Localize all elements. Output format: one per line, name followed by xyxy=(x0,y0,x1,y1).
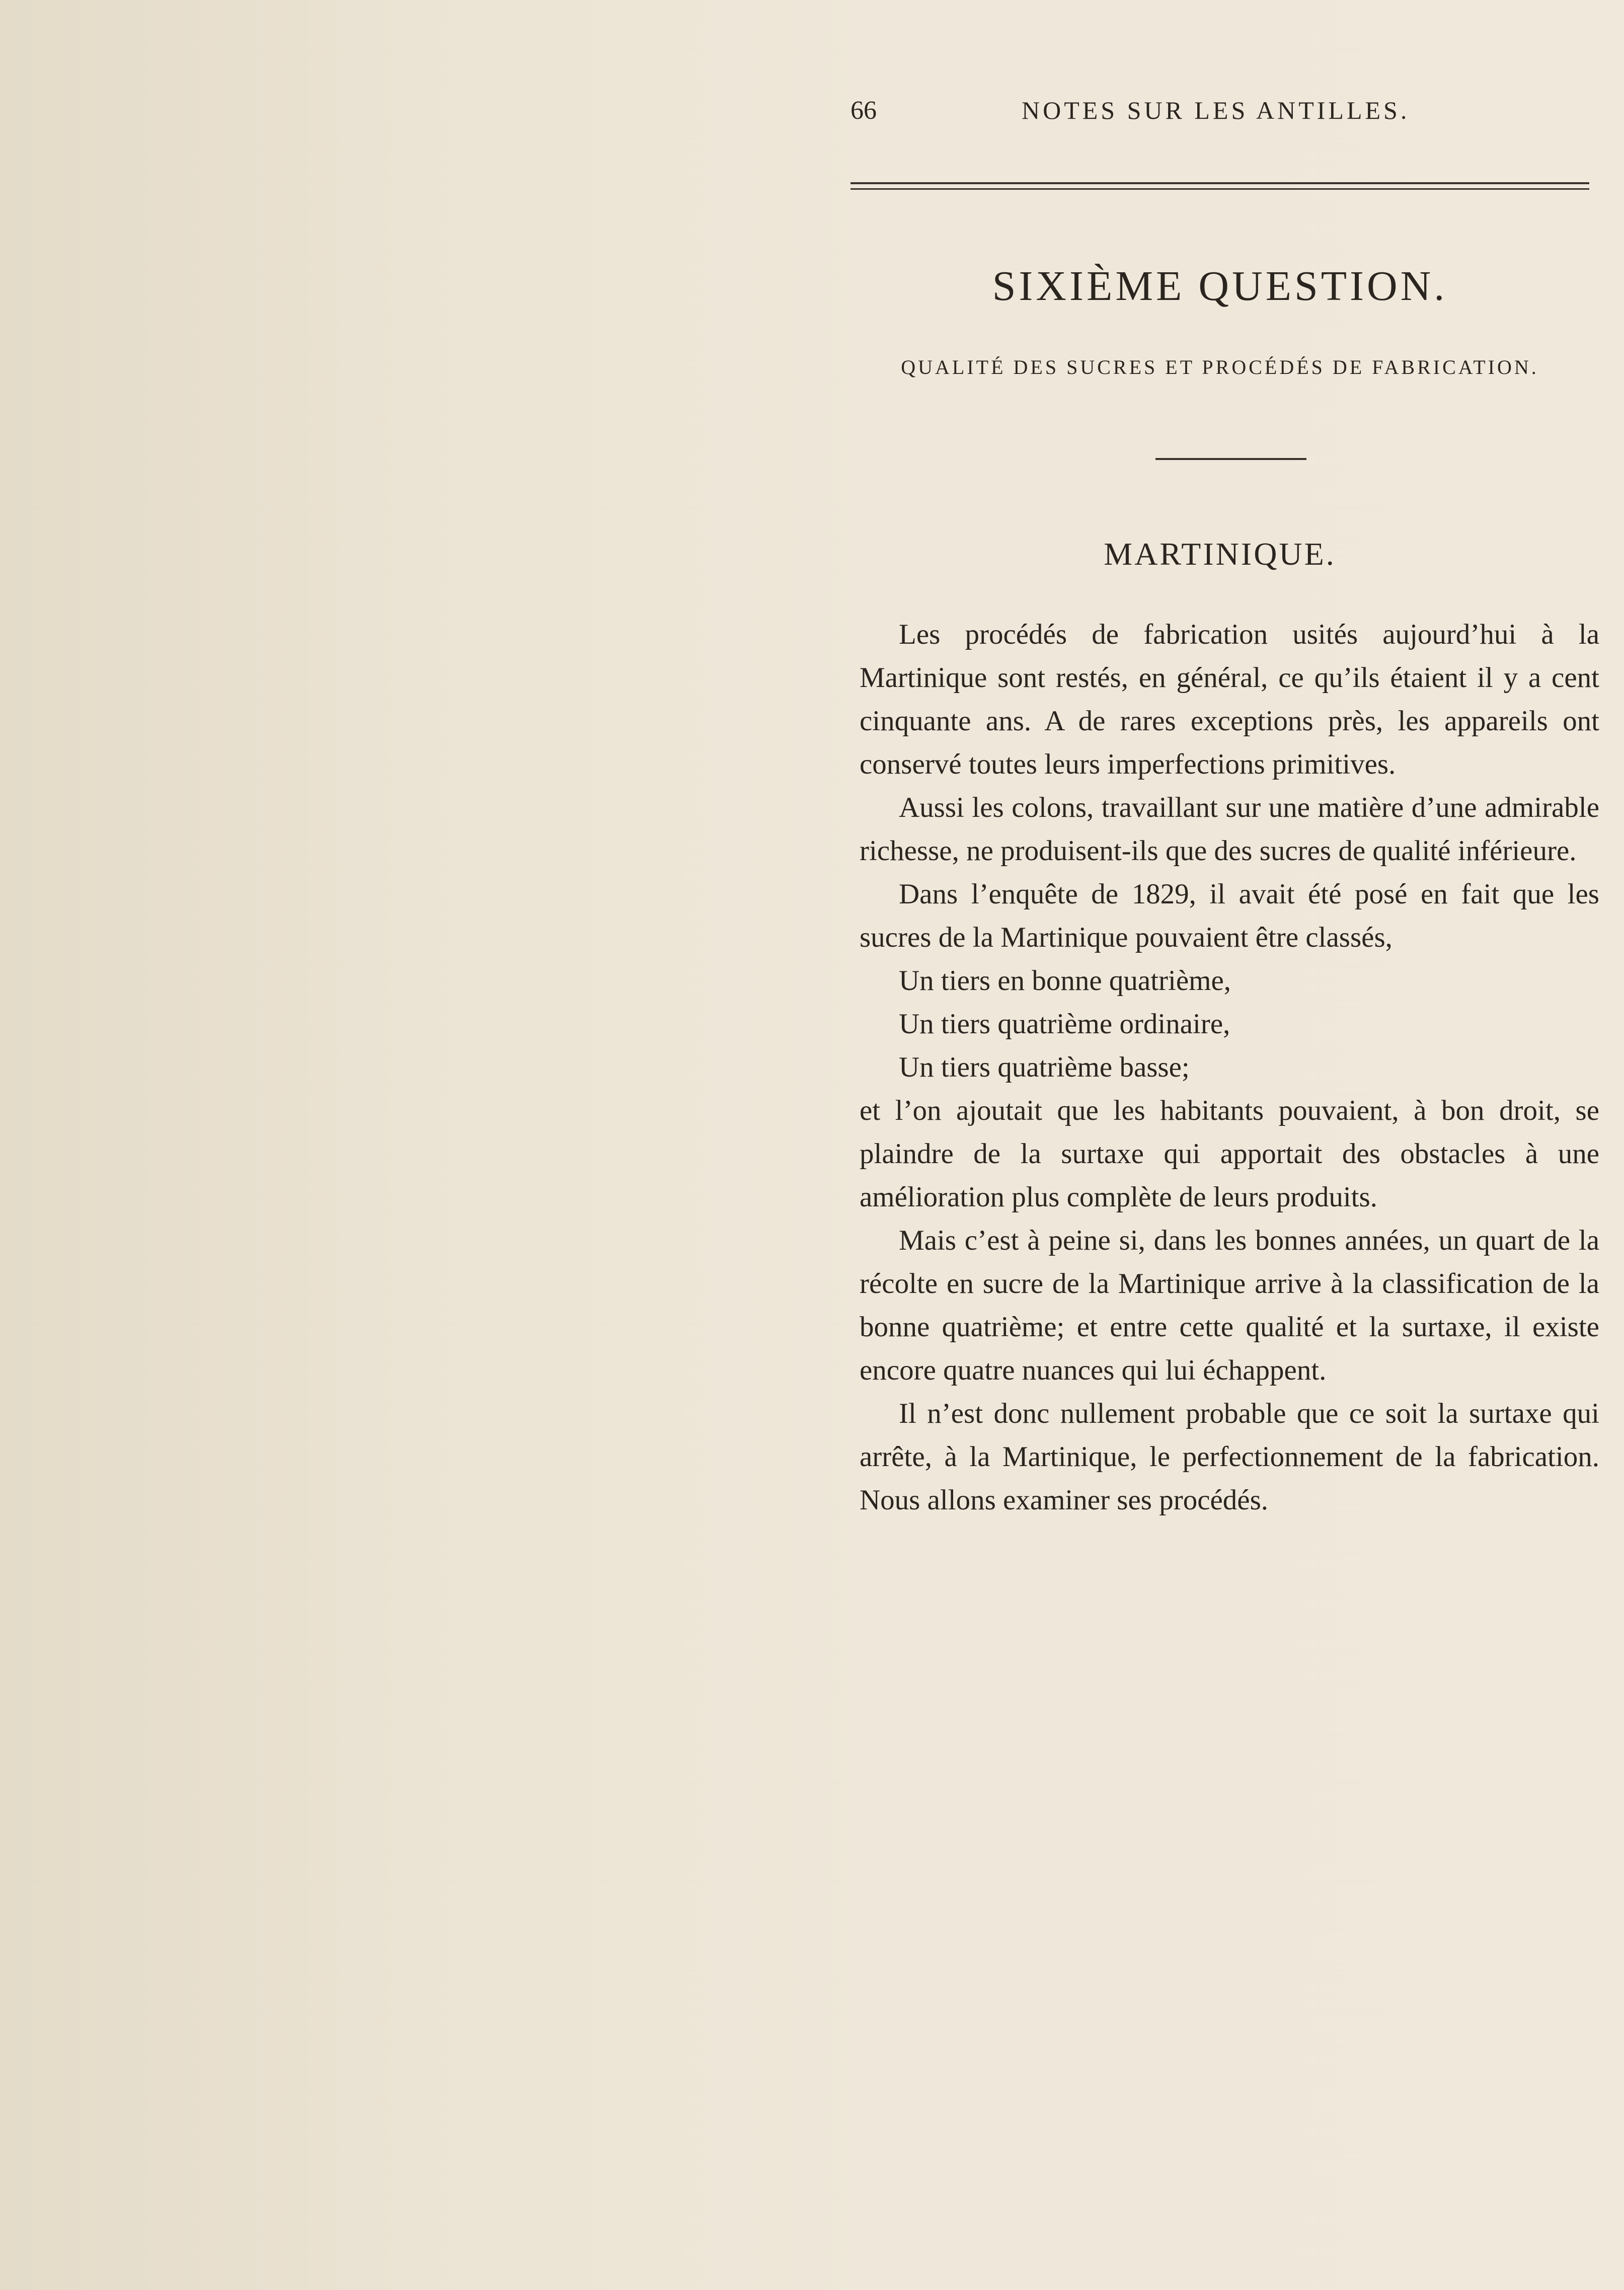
list-line: Un tiers quatrième ordinaire, xyxy=(899,1008,1230,1040)
page-header xyxy=(850,91,1590,136)
paragraph: Mais c’est à peine si, dans les bonnes années, un quart de la récolte en sucre de la Martinique arrive à la classification de la bonne quatrième; et entre cette qualité et la surtaxe, il existe encore quatre nuances qui lui échappent. xyxy=(860,1225,1599,1386)
running-title: NOTES SUR LES ANTILLES. xyxy=(1022,96,1410,124)
section-title: MARTINIQUE. xyxy=(1104,536,1336,572)
list-line: Un tiers en bonne quatrième, xyxy=(899,965,1231,997)
list-line: Un tiers quatrième basse; xyxy=(899,1051,1190,1083)
header-double-rule xyxy=(850,182,1589,190)
page-number: 66 xyxy=(850,96,877,125)
paragraph: Aussi les colons, travaillant sur une matière d’une admirable richesse, ne produisent-ils que des sucres de qualité inférieure. xyxy=(860,792,1599,867)
paragraph: Les procédés de fabrication usités aujourd’hui à la Martinique sont restés, en général, ce qu’ils étaient il y a cent cinquante ans. A de rares exceptions près, les appareils ont conservé toutes leurs imperfections primitives. xyxy=(860,619,1599,780)
question-title: SIXIÈME QUESTION. xyxy=(992,263,1448,310)
paragraph: et l’on ajoutait que les habitants pouvaient, à bon droit, se plaindre de la surtaxe qui apportait des obstacles à une amélioration plus complète de leurs produits. xyxy=(860,1095,1599,1213)
question-subtitle: QUALITÉ DES SUCRES ET PROCÉDÉS DE FABRICATION. xyxy=(901,356,1539,378)
paragraph: Dans l’enquête de 1829, il avait été posé en fait que les sucres de la Martinique pouvaient être classés, xyxy=(860,878,1599,953)
section-divider xyxy=(1155,458,1306,460)
paragraph: Il n’est donc nullement probable que ce soit la surtaxe qui arrête, à la Martinique, le perfectionnement de la fabrication. Nous allons examiner ses procédés. xyxy=(860,1398,1599,1516)
body-text xyxy=(860,613,1599,1522)
